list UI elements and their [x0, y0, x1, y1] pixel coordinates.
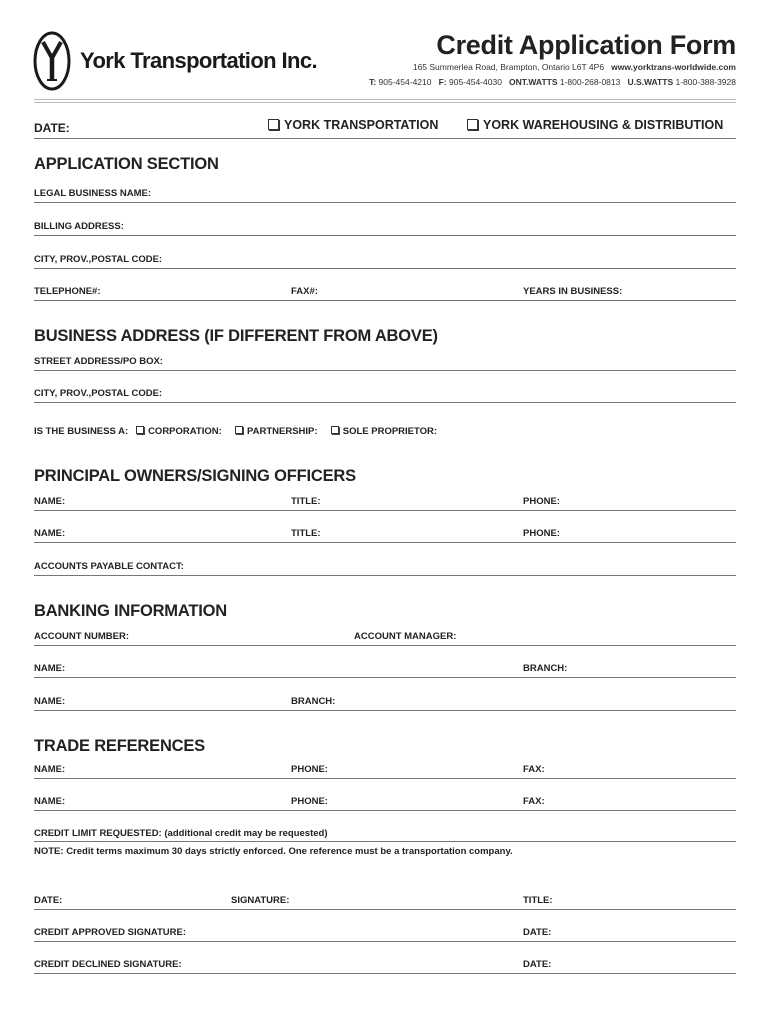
- billing-city-field[interactable]: [34, 250, 736, 269]
- bank-row-2[interactable]: [34, 692, 736, 711]
- application-section-title: APPLICATION SECTION: [34, 155, 219, 173]
- trade-reference-row-1[interactable]: [34, 760, 736, 779]
- billing-address-field[interactable]: [34, 217, 736, 236]
- owner-name-label: NAME:: [34, 496, 66, 507]
- owner-phone-label: PHONE:: [523, 528, 560, 539]
- business-type-row: [34, 426, 437, 437]
- legal-business-name-label: LEGAL BUSINESS NAME:: [34, 188, 152, 199]
- declined-date-label: DATE:: [523, 959, 552, 970]
- sole-proprietor-option[interactable]: [331, 426, 437, 437]
- checkbox-icon[interactable]: [331, 426, 339, 434]
- york-transportation-label: YORK TRANSPORTATION: [284, 118, 439, 132]
- business-type-label: IS THE BUSINESS A:: [34, 426, 129, 437]
- company-contact-line: [369, 77, 736, 87]
- accounts-payable-contact-field[interactable]: [34, 557, 736, 576]
- checkbox-icon[interactable]: [136, 426, 144, 434]
- bank-row-1[interactable]: [34, 659, 736, 678]
- tel-label: T:: [369, 77, 377, 87]
- form-title: Credit Application Form: [436, 30, 736, 60]
- company-name: York Transportation Inc.: [80, 48, 318, 73]
- trade-fax-label: FAX:: [523, 796, 545, 807]
- credit-declined-label: CREDIT DECLINED SIGNATURE:: [34, 959, 182, 970]
- bank-name-label: NAME:: [34, 696, 66, 707]
- checkbox-icon[interactable]: [467, 119, 478, 130]
- years-in-business-label: YEARS IN BUSINESS:: [523, 286, 623, 297]
- checkbox-icon[interactable]: [268, 119, 279, 130]
- date-line[interactable]: [34, 138, 736, 139]
- york-transportation-option[interactable]: [268, 118, 438, 132]
- account-manager-label: ACCOUNT MANAGER:: [354, 631, 457, 642]
- partnership-label: PARTNERSHIP:: [246, 426, 318, 437]
- telephone-label: TELEPHONE#:: [34, 286, 101, 297]
- accounts-payable-contact-label: ACCOUNTS PAYABLE CONTACT:: [34, 561, 184, 572]
- credit-limit-divider: [34, 841, 736, 842]
- account-row[interactable]: [34, 627, 736, 646]
- account-number-label: ACCOUNT NUMBER:: [34, 631, 129, 642]
- corporation-label: CORPORATION:: [148, 426, 222, 437]
- checkbox-icon[interactable]: [235, 426, 243, 434]
- owner-row-1[interactable]: [34, 492, 736, 511]
- business-city-label: CITY, PROV.,POSTAL CODE:: [34, 388, 163, 399]
- billing-address-label: BILLING ADDRESS:: [34, 221, 124, 232]
- trade-reference-row-2[interactable]: [34, 792, 736, 811]
- ont-watts-label: ONT.WATTS: [509, 77, 558, 87]
- owner-row-2[interactable]: [34, 524, 736, 543]
- approved-date-label: DATE:: [523, 927, 552, 938]
- trade-fax-label: FAX:: [523, 764, 545, 775]
- fax-label: FAX#:: [291, 286, 318, 297]
- street-address-field[interactable]: [34, 352, 736, 371]
- owner-title-label: TITLE:: [291, 496, 321, 507]
- company-address: 165 Summerlea Road, Brampton, Ontario L6T 4P6: [412, 62, 605, 72]
- york-warehousing-option[interactable]: [467, 118, 723, 132]
- billing-city-label: CITY, PROV.,POSTAL CODE:: [34, 254, 163, 265]
- signature-label: SIGNATURE:: [231, 895, 290, 906]
- york-warehousing-label: YORK WAREHOUSING & DISTRIBUTION: [483, 118, 724, 132]
- company-website: www.yorktrans-worldwide.com: [611, 62, 736, 72]
- signature-title-label: TITLE:: [523, 895, 553, 906]
- trade-name-label: NAME:: [34, 796, 66, 807]
- owners-section-title: PRINCIPAL OWNERS/SIGNING OFFICERS: [34, 467, 356, 485]
- credit-approved-row[interactable]: [34, 923, 736, 942]
- company-address-line: [413, 62, 736, 72]
- legal-business-name-field[interactable]: [34, 184, 736, 203]
- trade-phone-label: PHONE:: [291, 796, 328, 807]
- trade-phone-label: PHONE:: [291, 764, 328, 775]
- owner-phone-label: PHONE:: [523, 496, 560, 507]
- credit-terms-note: NOTE: Credit terms maximum 30 days strictly enforced. One reference must be a transportation company.: [34, 846, 513, 857]
- partnership-option[interactable]: [235, 426, 318, 437]
- trade-name-label: NAME:: [34, 764, 66, 775]
- fax-number: 905-454-4030: [448, 77, 502, 87]
- telephone-fax-years-row[interactable]: [34, 282, 736, 301]
- date-field-label: DATE:: [34, 121, 70, 135]
- credit-declined-row[interactable]: [34, 955, 736, 974]
- bank-branch-label: BRANCH:: [291, 696, 336, 707]
- sole-proprietor-label: SOLE PROPRIETOR:: [342, 426, 438, 437]
- banking-section-title: BANKING INFORMATION: [34, 602, 227, 620]
- signature-date-label: DATE:: [34, 895, 63, 906]
- owner-name-label: NAME:: [34, 528, 66, 539]
- owner-title-label: TITLE:: [291, 528, 321, 539]
- signature-row[interactable]: [34, 891, 736, 910]
- us-watts-label: U.S.WATTS: [627, 77, 674, 87]
- header-divider: [34, 99, 736, 103]
- business-address-section-title: BUSINESS ADDRESS (IF DIFFERENT FROM ABOVE): [34, 327, 438, 345]
- street-address-label: STREET ADDRESS/PO BOX:: [34, 356, 163, 367]
- credit-limit-note: (additional credit may be requested): [164, 828, 328, 839]
- credit-approved-label: CREDIT APPROVED SIGNATURE:: [34, 927, 187, 938]
- trade-references-section-title: TRADE REFERENCES: [34, 737, 205, 755]
- credit-limit-label: CREDIT LIMIT REQUESTED:: [34, 828, 162, 839]
- ont-watts-number: 1-800-268-0813: [559, 77, 621, 87]
- bank-branch-label: BRANCH:: [523, 663, 568, 674]
- york-logo-icon: [32, 30, 72, 92]
- corporation-option[interactable]: [136, 426, 222, 437]
- fax-label: F:: [438, 77, 447, 87]
- tel-number: 905-454-4210: [378, 77, 432, 87]
- credit-limit-requested-line[interactable]: [34, 828, 328, 839]
- bank-name-label: NAME:: [34, 663, 66, 674]
- business-city-field[interactable]: [34, 384, 736, 403]
- us-watts-number: 1-800-388-3928: [675, 77, 736, 87]
